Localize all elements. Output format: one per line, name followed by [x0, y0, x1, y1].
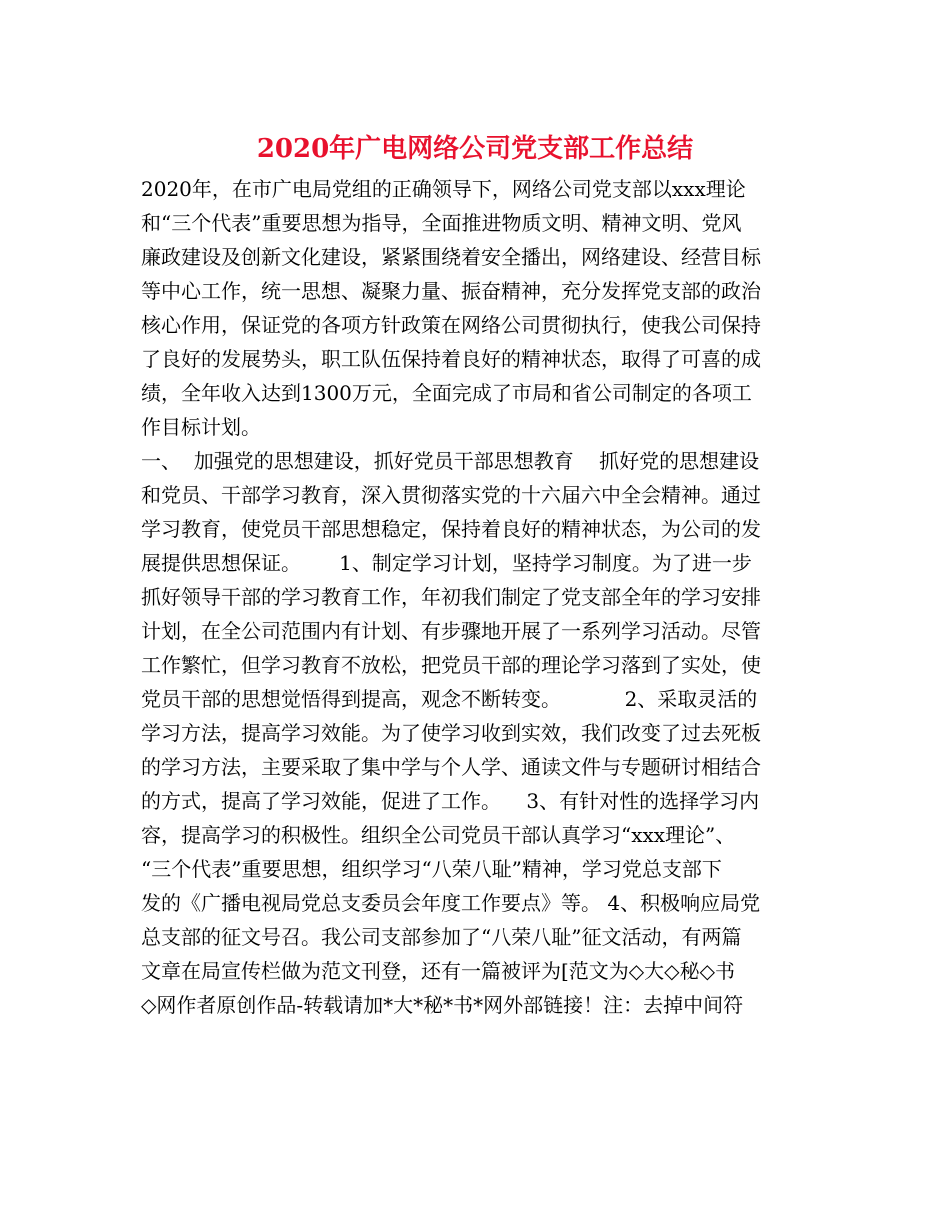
body-line: 党员干部的思想觉悟得到提高，观念不断转变。 2、采取灵活的 [141, 687, 758, 711]
body-line: 学习教育，使党员干部思想稳定，保持着良好的精神状态，为公司的发 [141, 517, 761, 541]
body-line: 和党员、干部学习教育，深入贯彻落实党的十六届六中全会精神。通过 [141, 483, 761, 507]
body-line: 作目标计划。 [141, 415, 261, 439]
body-line: 抓好领导干部的学习教育工作，年初我们制定了党支部全年的学习安排 [141, 585, 761, 609]
body-line: 绩，全年收入达到1300万元，全面完成了市局和省公司制定的各项工 [141, 381, 752, 405]
body-line: 的方式，提高了学习效能，促进了工作。 3、有针对性的选择学习内 [141, 789, 760, 813]
body-line: “三个代表”重要思想，组织学习“八荣八耻”精神，学习党总支部下 [141, 857, 722, 881]
body-line: 容，提高学习的积极性。组织全公司党员干部认真学习“xxx理论”、 [141, 823, 736, 847]
body-line: 学习方法，提高学习效能。为了使学习收到实效，我们改变了过去死板 [141, 721, 761, 745]
body-line: 文章在局宣传栏做为范文刊登，还有一篇被评为[范文为◇大◇秘◇书 [141, 959, 735, 983]
body-line: 总支部的征文号召。我公司支部参加了“八荣八耻”征文活动，有两篇 [141, 925, 742, 949]
section-heading-line: 一、 加强党的思想建设，抓好党员干部思想教育 抓好党的思想建设 [141, 449, 760, 473]
body-line: 展提供思想保证。 1、制定学习计划，坚持学习制度。为了进一步 [141, 551, 752, 575]
body-line: 核心作用，保证党的各项方针政策在网络公司贯彻执行，使我公司保持 [141, 313, 761, 337]
body-line: 等中心工作，统一思想、凝聚力量、振奋精神，充分发挥党支部的政治 [141, 279, 761, 303]
document-body [141, 172, 821, 1022]
body-line: 廉政建设及创新文化建设，紧紧围绕着安全播出，网络建设、经营目标 [141, 245, 761, 269]
body-line: 计划，在全公司范围内有计划、有步骤地开展了一系列学习活动。尽管 [141, 619, 761, 643]
body-line: 发的《广播电视局党总支委员会年度工作要点》等。 4、积极响应局党 [141, 891, 761, 915]
body-line: 2020年，在市广电局党组的正确领导下，网络公司党支部以xxx理论 [141, 177, 746, 201]
body-line: 的学习方法，主要采取了集中学与个人学、通读文件与专题研讨相结合 [141, 755, 761, 779]
body-line: 了良好的发展势头，职工队伍保持着良好的精神状态，取得了可喜的成 [141, 347, 761, 371]
body-line: 工作繁忙，但学习教育不放松，把党员干部的理论学习落到了实处，使 [141, 653, 761, 677]
body-line: ◇网作者原创作品-转载请加*大*秘*书*网外部链接！注：去掉中间符 [141, 993, 744, 1017]
body-line: 和“三个代表”重要思想为指导，全面推进物质文明、精神文明、党风 [141, 211, 742, 235]
document-title: 2020年广电网络公司党支部工作总结 [256, 134, 694, 164]
